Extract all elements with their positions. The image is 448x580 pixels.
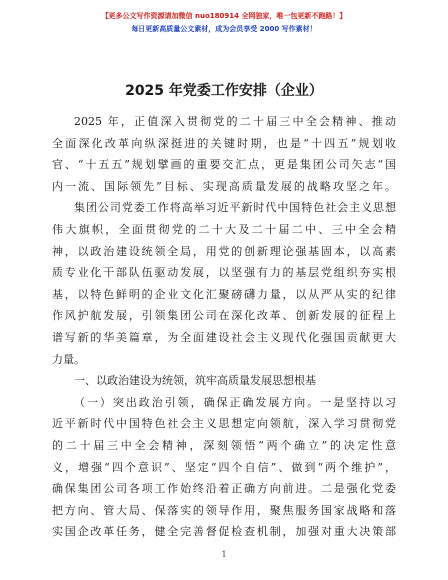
body-line: 2025 年，正值深入贯彻党的二十届三中全会精神、推动 <box>74 115 396 128</box>
body-line: 官、“十五五”规划擘画的重要交汇点，更是集团公司矢志“国 <box>52 158 396 172</box>
body-line: 实国企改革任务，健全完善督促检查机制，加强对重大决策部 <box>52 525 396 539</box>
body-line: 内一流、国际领先”目标、实现高质量发展的战略攻坚之年。 <box>52 179 396 193</box>
body-line: 近平新时代中国特色社会主义思想定向领航，深入学习贯彻党 <box>52 417 396 431</box>
body-line: 基，以特色鲜明的企业文化汇聚磅礴力量，以从严从实的纪律 <box>52 287 396 301</box>
page-number: 1 <box>221 550 227 559</box>
body-line: 质专业化干部队伍驱动发展，以坚强有力的基层党组织夯实根 <box>52 266 396 280</box>
banner-promo-line: 【更多公文写作资源请加微信 nuo180914 全网独家，唯一包更新不跑路！】 <box>101 12 347 20</box>
body-line: 伟大旗帜，全面贯彻党的二十大及二十届二中、三中全会精 <box>52 222 396 236</box>
body-line: 作风护航发展，引领集团公司在深化改革、创新发展的征程上 <box>52 309 396 323</box>
body-line: 集团公司党委工作将高举习近平新时代中国特色社会主义思想 <box>74 201 396 215</box>
body-line: 力量。 <box>52 352 85 366</box>
body-line: 确保集团公司各项工作始终沿着正确方向前进。二是强化党委 <box>52 482 396 496</box>
body-line: 把方向、管大局、保落实的领导作用，聚焦服务国家战略和落 <box>52 503 396 517</box>
banner-subscription-line: 每日更新高质量公文素材，成为会员享受 2000 写作素材！ <box>131 25 317 33</box>
body-line: 全面深化改革向纵深挺进的关键时期，也是“十四五”规划收 <box>52 136 396 150</box>
body-line: 的二十届三中全会精神，深刻领悟“两个确立”的决定性意 <box>52 438 396 452</box>
body-line: （一）突出政治引领，确保正确发展方向。一是坚持以习 <box>74 395 396 409</box>
body-line: 谱写新的华美篇章，为全面建设社会主义现代化强国贡献更大 <box>52 330 396 344</box>
document-body <box>52 111 396 543</box>
body-line: 义，增强“四个意识”、坚定“四个自信”、做到“两个维护”， <box>52 460 396 474</box>
document-title: 2025 年党委工作安排（企业） <box>125 83 323 99</box>
section-heading: 一、以政治建设为统领，筑牢高质量发展思想根基 <box>74 374 316 388</box>
header-banner <box>0 10 448 35</box>
body-line: 神，以政治建设统领全局，用党的创新理论强基固本，以高素 <box>52 244 396 258</box>
